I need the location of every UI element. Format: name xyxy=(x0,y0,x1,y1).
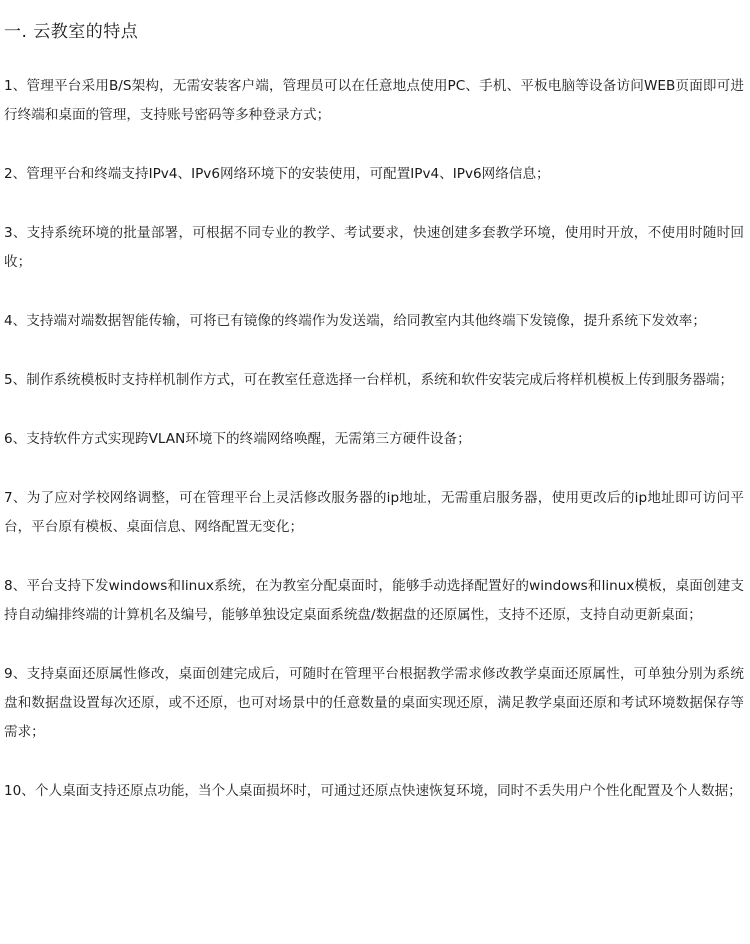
feature-item-9: 9、支持桌面还原属性修改，桌面创建完成后，可随时在管理平台根据教学需求修改教学桌面还原属性，可单独分别为系统盘和数据盘设置每次还原，或不还原，也可对场景中的任意数量的桌面实现还原，满足教学桌面还原和考试环境数据保存等需求； xyxy=(4,666,744,740)
feature-item-7: 7、为了应对学校网络调整，可在管理平台上灵活修改服务器的ip地址，无需重启服务器，使用更改后的ip地址即可访问平台，平台原有模板、桌面信息、网络配置无变化； xyxy=(4,490,744,535)
feature-item-2: 2、管理平台和终端支持IPv4、IPv6网络环境下的安装使用，可配置IPv4、IPv6网络信息； xyxy=(4,166,550,182)
feature-item-10: 10、个人桌面支持还原点功能，当个人桌面损坏时，可通过还原点快速恢复环境，同时不丢失用户个性化配置及个人数据； xyxy=(4,783,742,799)
feature-item-4: 4、支持端对端数据智能传输，可将已有镜像的终端作为发送端，给同教室内其他终端下发镜像，提升系统下发效率； xyxy=(4,313,706,329)
feature-item-6: 6、支持软件方式实现跨VLAN环境下的终端网络唤醒，无需第三方硬件设备； xyxy=(4,431,471,447)
section-heading: 一. 云教室的特点 xyxy=(4,22,139,42)
feature-item-3: 3、支持系统环境的批量部署，可根据不同专业的教学、考试要求，快速创建多套教学环境，使用时开放，不使用时随时回收； xyxy=(4,225,744,270)
document-body xyxy=(4,14,744,836)
feature-item-1: 1、管理平台采用B/S架构，无需安装客户端，管理员可以在任意地点使用PC、手机、平板电脑等设备访问WEB页面即可进行终端和桌面的管理，支持账号密码等多种登录方式； xyxy=(4,78,744,123)
feature-item-8: 8、平台支持下发windows和linux系统，在为教室分配桌面时，能够手动选择配置好的windows和linux模板，桌面创建支持自动编排终端的计算机名及编号，能够单独设定桌面系统盘/数据盘的还原属性，支持不还原，支持自动更新桌面； xyxy=(4,578,744,623)
feature-item-5: 5、制作系统模板时支持样机制作方式，可在教室任意选择一台样机，系统和软件安装完成后将样机模板上传到服务器端； xyxy=(4,372,734,388)
